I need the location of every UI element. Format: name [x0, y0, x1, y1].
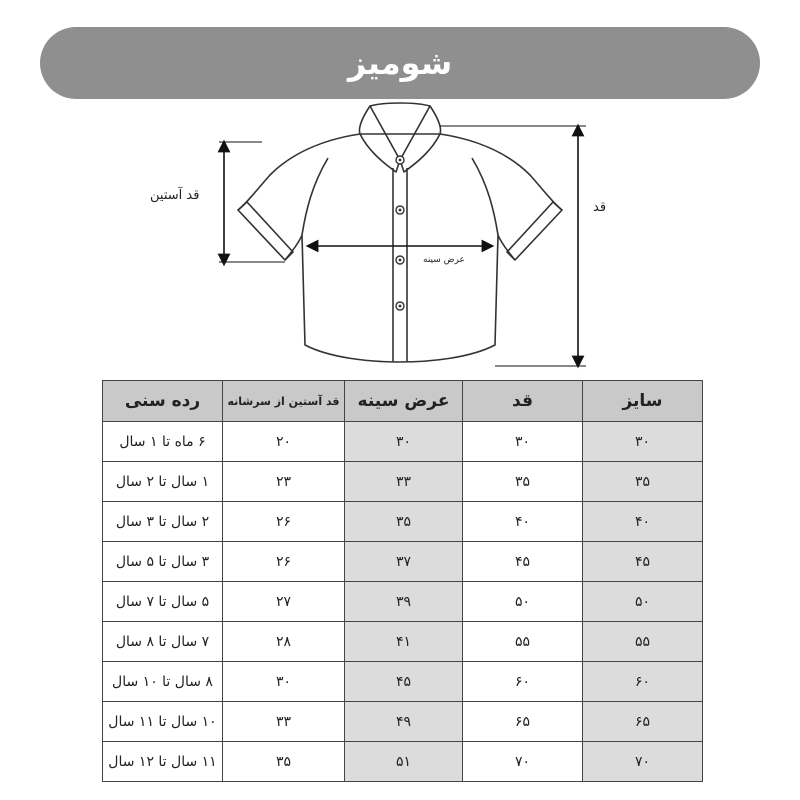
collar-right [400, 106, 441, 172]
table-row [103, 742, 703, 782]
cell-chest-width: ۴۵ [345, 662, 463, 702]
cell-age-range: ۷ سال تا ۸ سال [103, 622, 223, 662]
cell-size: ۴۰ [583, 502, 703, 542]
left-armhole [302, 158, 328, 235]
table-row [103, 622, 703, 662]
collar-left [359, 106, 400, 172]
table-row [103, 582, 703, 622]
cell-age-range: ۲ سال تا ۳ سال [103, 502, 223, 542]
cell-sleeve-length: ۳۵ [223, 742, 345, 782]
page-title: شومیز [347, 44, 453, 82]
table-row [103, 702, 703, 742]
cell-size: ۷۰ [583, 742, 703, 782]
left-cuff [238, 202, 293, 260]
chest-width-label: عرض سینه [423, 255, 465, 265]
right-cuff [507, 202, 562, 260]
cell-size: ۴۵ [583, 542, 703, 582]
shirt-body-outline [238, 134, 562, 362]
cell-age-range: ۱ سال تا ۲ سال [103, 462, 223, 502]
cell-size: ۵۵ [583, 622, 703, 662]
cell-sleeve-length: ۲۶ [223, 542, 345, 582]
header-age-range: رده سنی [103, 381, 223, 422]
size-chart-table [102, 380, 703, 782]
cell-age-range: ۱۰ سال تا ۱۱ سال [103, 702, 223, 742]
cell-chest-width: ۴۱ [345, 622, 463, 662]
cell-height: ۵۵ [463, 622, 583, 662]
cell-height: ۳۰ [463, 422, 583, 462]
table-row [103, 542, 703, 582]
cell-age-range: ۵ سال تا ۷ سال [103, 582, 223, 622]
cell-height: ۴۵ [463, 542, 583, 582]
cell-height: ۶۵ [463, 702, 583, 742]
cell-age-range: ۳ سال تا ۵ سال [103, 542, 223, 582]
cell-age-range: ۱۱ سال تا ۱۲ سال [103, 742, 223, 782]
cell-chest-width: ۳۷ [345, 542, 463, 582]
height-label: قد [593, 200, 607, 215]
cell-chest-width: ۳۰ [345, 422, 463, 462]
cell-chest-width: ۳۹ [345, 582, 463, 622]
cell-chest-width: ۳۳ [345, 462, 463, 502]
header-height: قد [463, 381, 583, 422]
table-row [103, 502, 703, 542]
cell-size: ۳۰ [583, 422, 703, 462]
cell-chest-width: ۴۹ [345, 702, 463, 742]
cell-sleeve-length: ۲۸ [223, 622, 345, 662]
table-body [103, 422, 703, 782]
shirt-illustration [0, 100, 800, 375]
cell-sleeve-length: ۳۳ [223, 702, 345, 742]
cell-age-range: ۶ ماه تا ۱ سال [103, 422, 223, 462]
cell-sleeve-length: ۲۰ [223, 422, 345, 462]
cell-sleeve-length: ۳۰ [223, 662, 345, 702]
cell-height: ۳۵ [463, 462, 583, 502]
cell-height: ۴۰ [463, 502, 583, 542]
cell-size: ۶۰ [583, 662, 703, 702]
cell-size: ۶۵ [583, 702, 703, 742]
table-row [103, 662, 703, 702]
right-armhole [472, 158, 498, 235]
table-row [103, 462, 703, 502]
cell-height: ۵۰ [463, 582, 583, 622]
cell-sleeve-length: ۲۶ [223, 502, 345, 542]
title-banner [40, 27, 760, 99]
cell-height: ۷۰ [463, 742, 583, 782]
header-sleeve-length: قد آستین از سرشانه [223, 381, 345, 422]
collar-band [370, 103, 430, 106]
cell-sleeve-length: ۲۳ [223, 462, 345, 502]
cell-chest-width: ۵۱ [345, 742, 463, 782]
cell-age-range: ۸ سال تا ۱۰ سال [103, 662, 223, 702]
cell-size: ۳۵ [583, 462, 703, 502]
header-chest-width: عرض سینه [345, 381, 463, 422]
sleeve-length-label: قد آستین [150, 188, 200, 203]
table-header-row [103, 381, 703, 422]
table-row [103, 422, 703, 462]
cell-sleeve-length: ۲۷ [223, 582, 345, 622]
header-size: سایز [583, 381, 703, 422]
cell-chest-width: ۳۵ [345, 502, 463, 542]
shirt-diagram [0, 100, 800, 375]
cell-height: ۶۰ [463, 662, 583, 702]
cell-size: ۵۰ [583, 582, 703, 622]
